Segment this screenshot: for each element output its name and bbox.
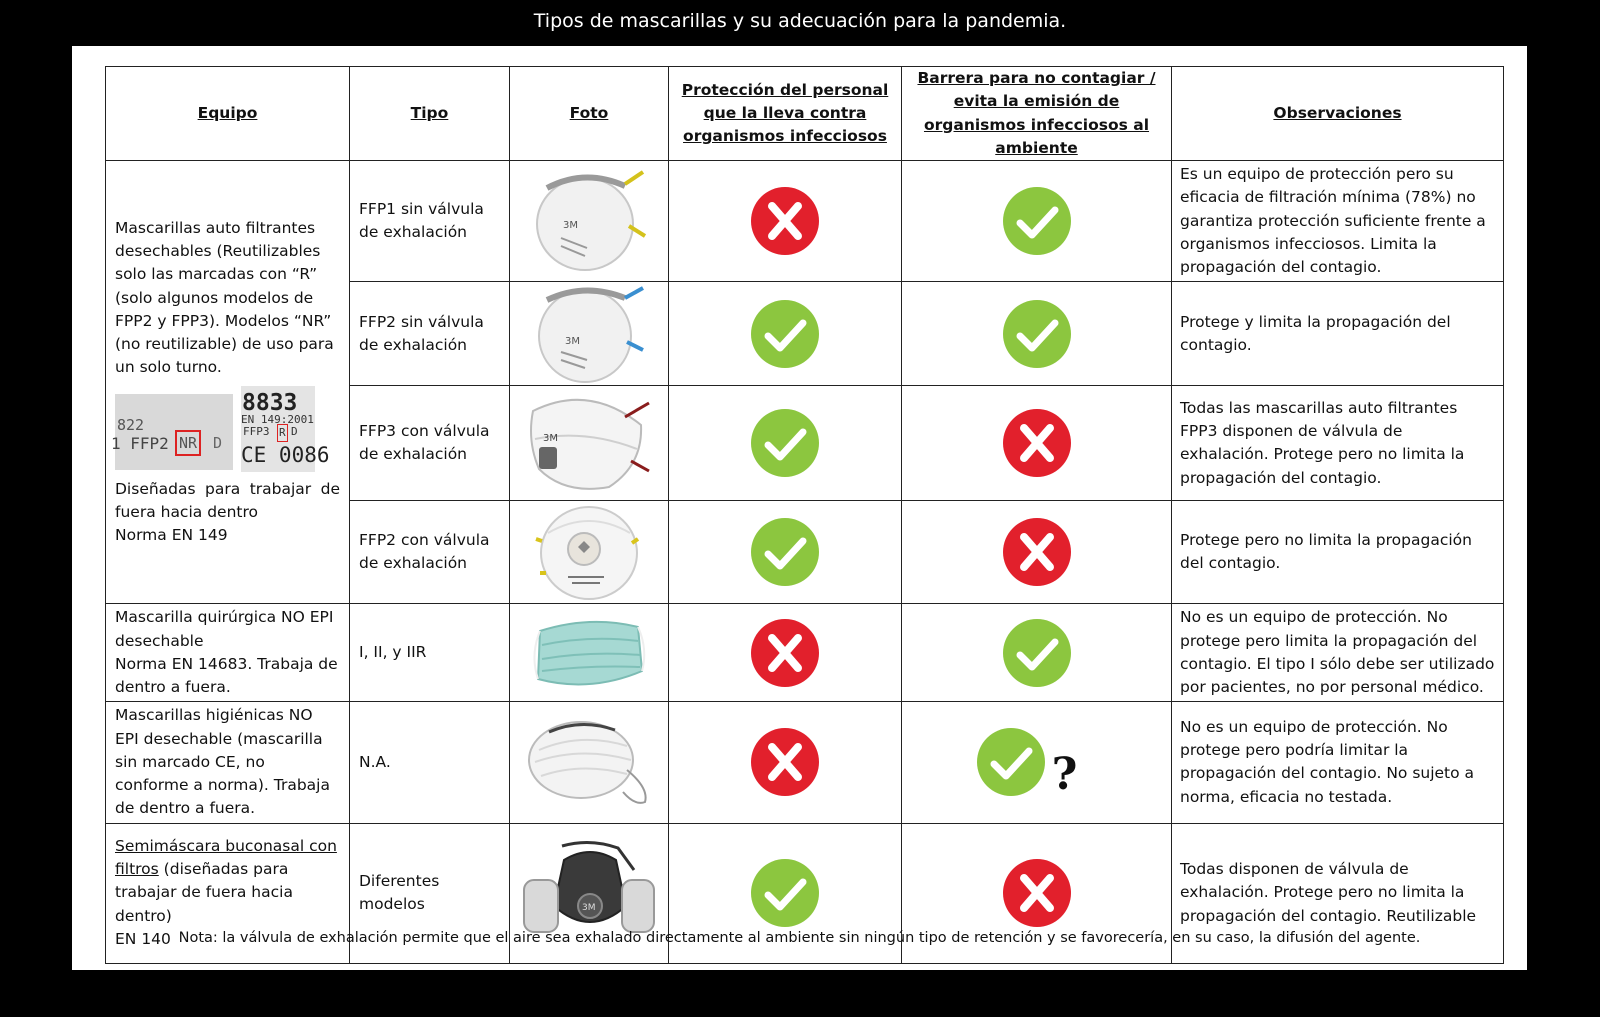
table-card xyxy=(72,46,1527,970)
barrera-cell xyxy=(902,604,1172,702)
cross-icon xyxy=(1002,517,1072,587)
equipo-higienica: Mascarillas higiénicas NO EPI desechable (mascarilla sin marcado CE, no conforme a norma). Trabaja de dentro a fuera. xyxy=(106,702,350,823)
header-barrera: Barrera para no contagiar / evita la emisión de organismos infecciosos al ambiente xyxy=(902,67,1172,161)
check-icon xyxy=(750,858,820,928)
check-icon xyxy=(750,408,820,478)
check-icon xyxy=(750,517,820,587)
r-marking-image: 8833 EN 149:2001 FFP3 R D CE 0086 xyxy=(241,386,315,472)
observaciones-cell: Es un equipo de protección pero su eficacia de filtración mínima (78%) no garantiza protección suficiente frente a organismos infecciosos. Limita la propagación del contagio. xyxy=(1172,161,1504,282)
observaciones-cell: Todas las mascarillas auto filtrantes FPP3 disponen de válvula de exhalación. Protege pero no limita la propagación del contagio. xyxy=(1172,386,1504,501)
brand-label: 3M xyxy=(582,903,596,913)
header-proteccion: Protección del personal que la lleva contra organismos infecciosos xyxy=(669,67,902,161)
hygienic-mask-photo xyxy=(523,714,655,810)
proteccion-cell xyxy=(669,702,902,823)
table-row xyxy=(106,702,1504,823)
header-row xyxy=(106,67,1504,161)
foto-cell xyxy=(510,702,669,823)
check-icon xyxy=(750,299,820,369)
barrera-cell xyxy=(902,386,1172,501)
check-icon xyxy=(1002,186,1072,256)
quirurgica-line1: Mascarilla quirúrgica NO EPI desechable xyxy=(115,608,334,650)
observaciones-cell: Todas disponen de válvula de exhalación. Protege pero no limita la propagación del contagio. Reutilizable xyxy=(1172,823,1504,963)
observaciones-cell: Protege pero no limita la propagación del contagio. xyxy=(1172,501,1504,604)
cross-icon xyxy=(1002,858,1072,928)
brand-label: 3M xyxy=(563,220,578,232)
barrera-cell xyxy=(902,501,1172,604)
cross-icon xyxy=(1002,408,1072,478)
ffp1-mask-photo xyxy=(525,166,653,276)
barrera-cell xyxy=(902,282,1172,386)
ffp2-mask-photo xyxy=(525,284,653,384)
observaciones-cell: No es un equipo de protección. No protege pero limita la propagación del contagio. El tipo I sólo debe ser utilizado por pacientes, no por personal médico. xyxy=(1172,604,1504,702)
tipo-cell: FFP2 sin válvula de exhalación xyxy=(350,282,510,386)
question-mark: ? xyxy=(1051,749,1078,801)
equipo-quirurgica xyxy=(106,604,350,702)
page-title: Tipos de mascarillas y su adecuación para la pandemia. xyxy=(533,10,1067,32)
brand-label: 3M xyxy=(565,335,580,347)
equipo-autofiltrantes xyxy=(106,161,350,604)
observaciones-cell: No es un equipo de protección. No protege pero podría limitar la propagación del contagio. No sujeto a norma, eficacia no testada. xyxy=(1172,702,1504,823)
quirurgica-line2: Norma EN 14683. Trabaja de dentro a fuera. xyxy=(115,654,338,696)
ffp2-valve-mask-photo xyxy=(534,503,644,601)
barrera-cell xyxy=(902,161,1172,282)
autofiltrantes-design: Diseñadas para trabajar de fuera hacia dentro xyxy=(115,479,340,521)
semimascara-desc: (diseñadas para trabajar de fuera hacia dentro) xyxy=(115,860,293,925)
brand-label: 3M xyxy=(543,433,558,445)
foto-cell xyxy=(510,282,669,386)
proteccion-cell xyxy=(669,604,902,702)
foto-cell xyxy=(510,604,669,702)
tipo-cell: N.A. xyxy=(350,702,510,823)
autofiltrantes-norma: Norma EN 149 xyxy=(115,526,228,545)
proteccion-cell xyxy=(669,282,902,386)
tipo-cell: I, II, y IIR xyxy=(350,604,510,702)
header-tipo: Tipo xyxy=(350,67,510,161)
foto-cell xyxy=(510,161,669,282)
foto-cell xyxy=(510,386,669,501)
cross-icon xyxy=(750,618,820,688)
header-observaciones: Observaciones xyxy=(1172,67,1504,161)
footnote: Nota: la válvula de exhalación permite que el aire sea exhalado directamente al ambiente sin ningún tipo de retención y se favorecería, en su caso, la difusión del agente. xyxy=(178,930,1421,946)
foto-cell xyxy=(510,501,669,604)
tipo-cell: FFP2 con válvula de exhalación xyxy=(350,501,510,604)
cross-icon xyxy=(750,186,820,256)
mask-table xyxy=(105,66,1504,964)
table-row xyxy=(106,604,1504,702)
check-icon xyxy=(1002,299,1072,369)
tipo-cell: Diferentes modelos xyxy=(350,823,510,963)
barrera-cell xyxy=(902,702,1172,823)
ffp3-mask-photo xyxy=(525,389,653,497)
marking-images xyxy=(111,389,340,472)
tipo-cell: FFP1 sin válvula de exhalación xyxy=(350,161,510,282)
check-icon xyxy=(1002,618,1072,688)
proteccion-cell xyxy=(669,161,902,282)
surgical-mask-photo xyxy=(530,609,648,697)
header-foto: Foto xyxy=(510,67,669,161)
header-equipo: Equipo xyxy=(106,67,350,161)
check-icon xyxy=(976,727,1046,797)
table-row xyxy=(106,161,1504,282)
nr-marking-image: 822 1 FFP2 NR D xyxy=(115,394,233,470)
semimascara-norma: EN 140 xyxy=(115,929,171,948)
cross-icon xyxy=(750,727,820,797)
proteccion-cell xyxy=(669,501,902,604)
autofiltrantes-description: Mascarillas auto filtrantes desechables (Reutilizables solo las marcadas con “R” (solo algunos modelos de FPP2 y FPP3). Modelos “NR” (no reutilizable) de uso para un solo turno. xyxy=(115,218,334,377)
observaciones-cell: Protege y limita la propagación del contagio. xyxy=(1172,282,1504,386)
tipo-cell: FFP3 con válvula de exhalación xyxy=(350,386,510,501)
semimascara-title: Semimáscara buconasal con filtros xyxy=(115,836,337,879)
proteccion-cell xyxy=(669,386,902,501)
